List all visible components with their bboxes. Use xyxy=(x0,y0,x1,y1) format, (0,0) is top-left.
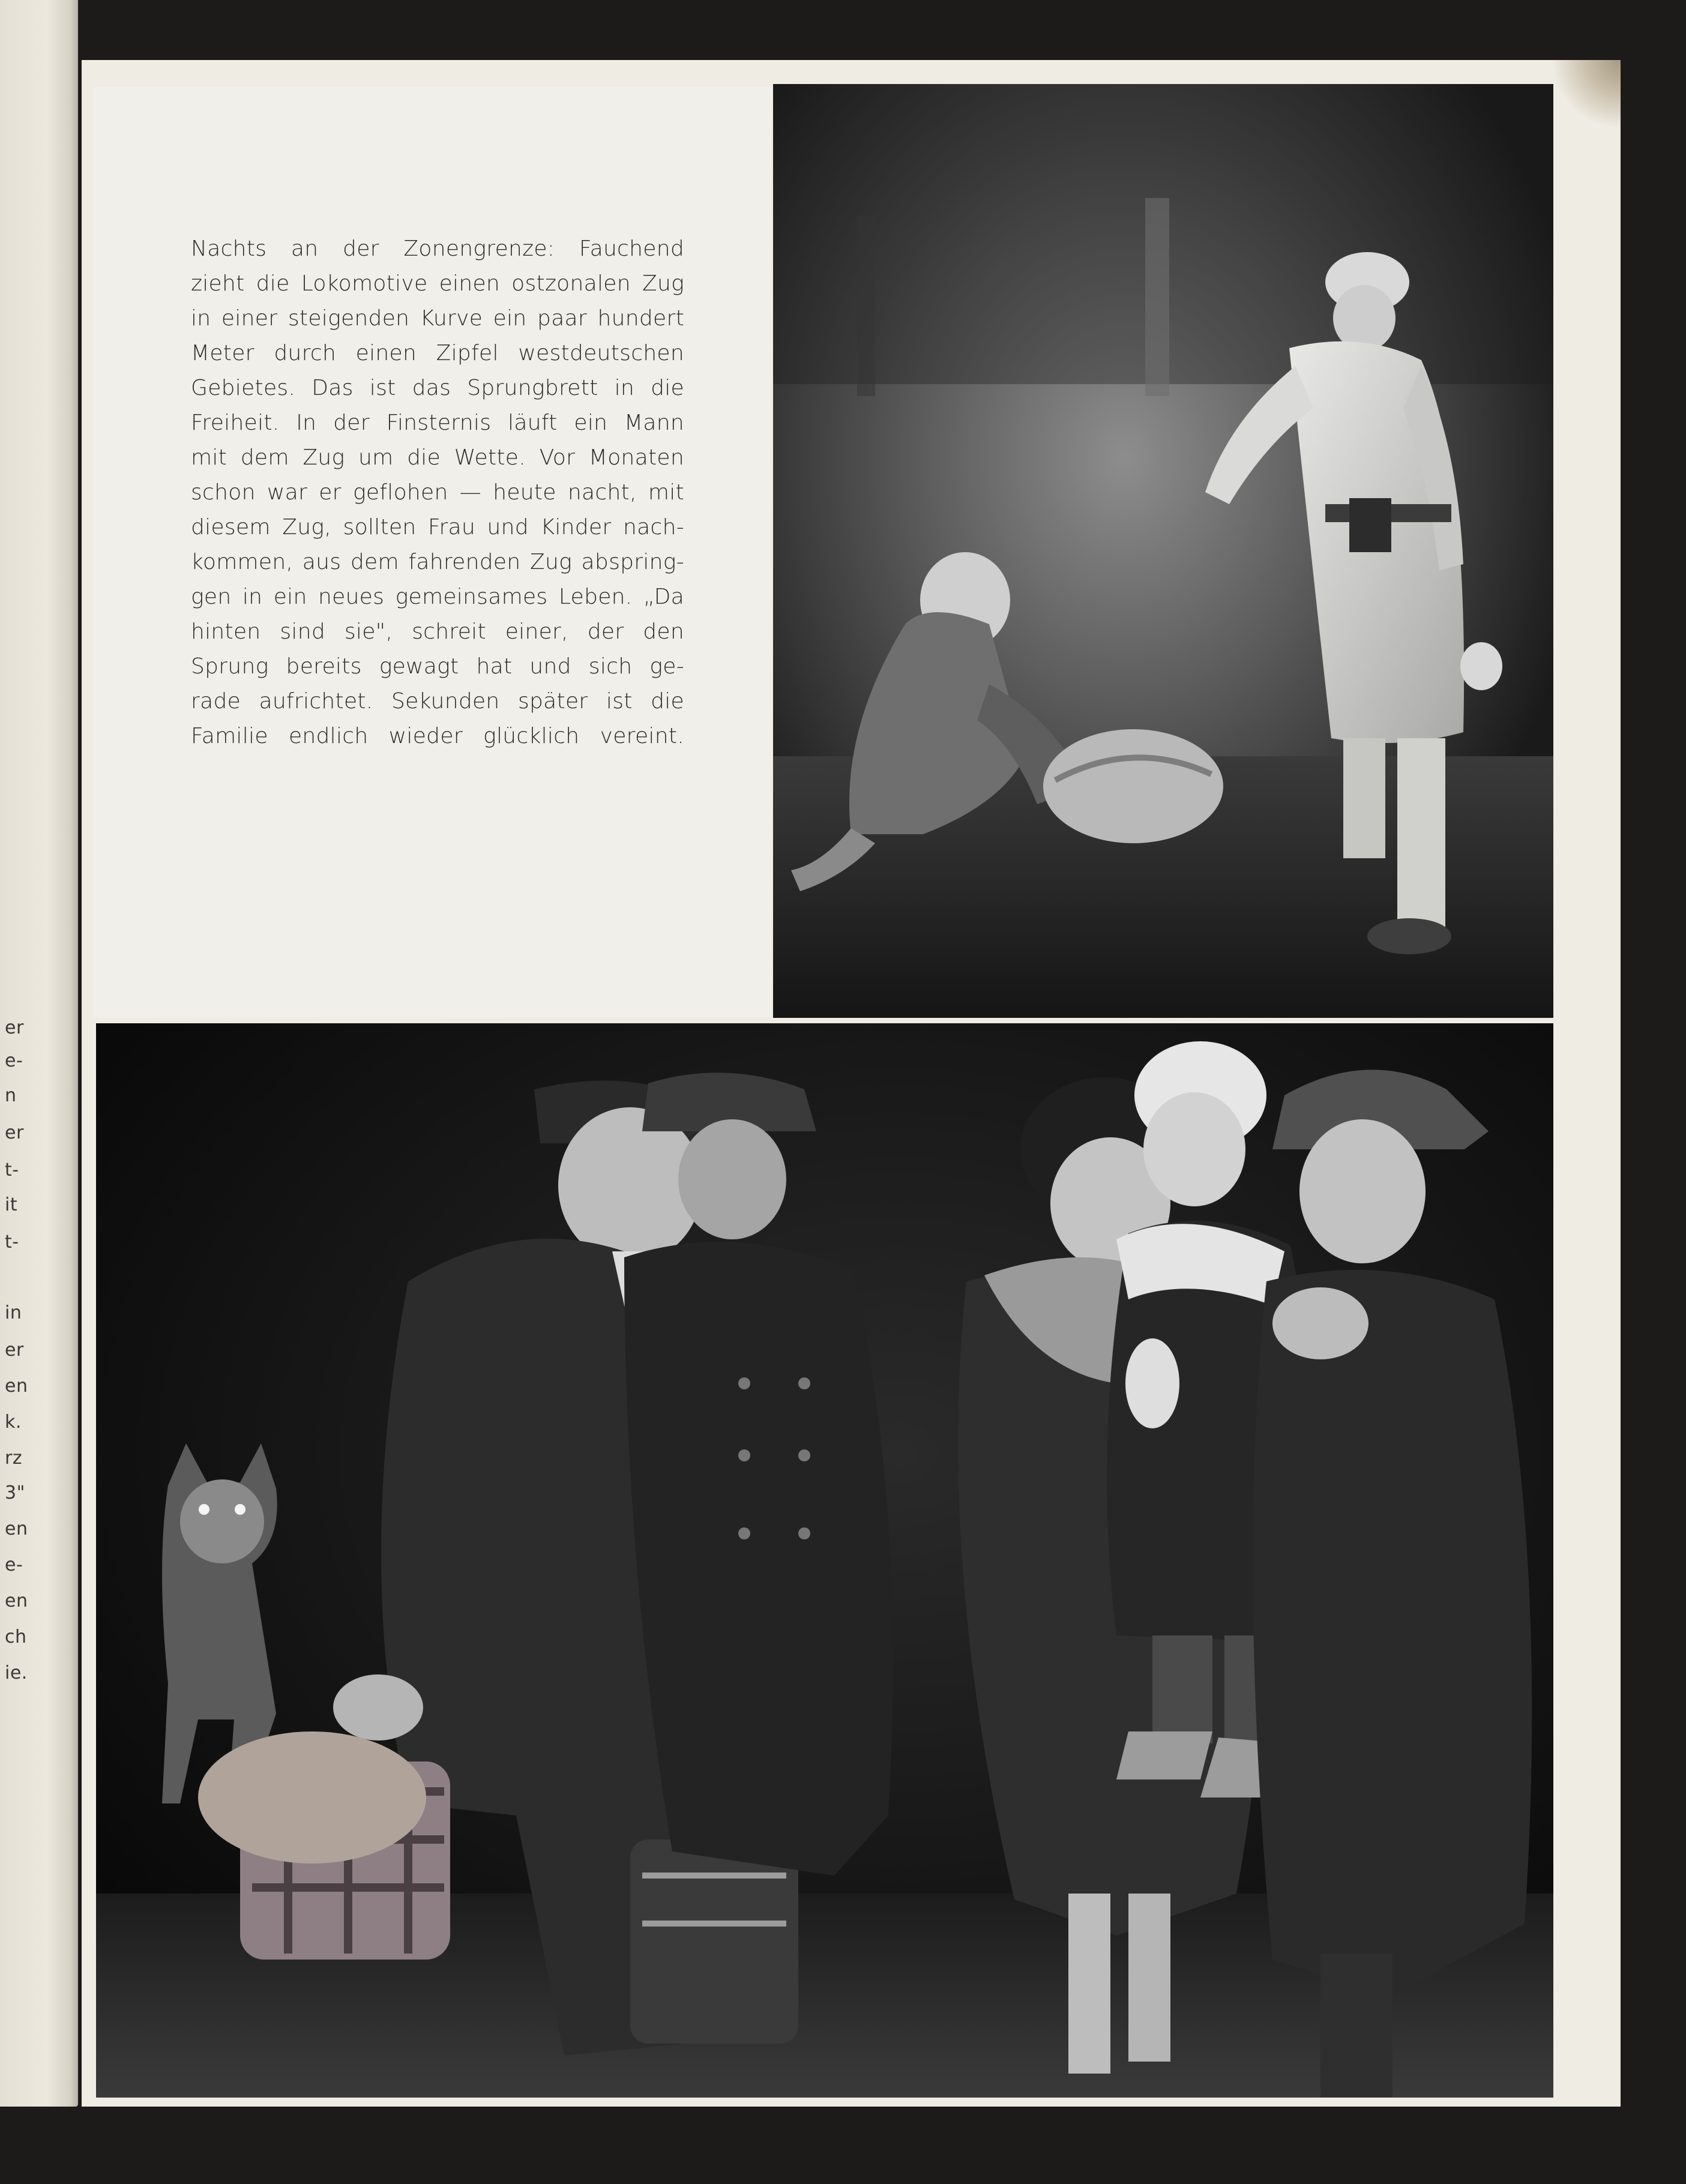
left-page-fragment: er xyxy=(5,1017,24,1038)
left-page-fragment: e- xyxy=(5,1050,23,1071)
left-page-edge xyxy=(0,0,78,2107)
left-page-fragment: e- xyxy=(5,1554,23,1575)
photo-night-jump xyxy=(773,84,1553,1018)
caption-line: hinten sind sie", schreit einer, der den xyxy=(191,619,684,644)
caption-line: Gebietes. Das ist das Sprungbrett in die xyxy=(191,376,684,400)
caption-line: mit dem Zug um die Wette. Vor Monaten xyxy=(191,445,684,470)
photo-night-jump-image xyxy=(773,84,1553,1018)
left-page-fragment: t- xyxy=(5,1232,19,1253)
caption-line: schon war er geflohen — heute nacht, mit xyxy=(191,480,684,505)
caption-line: Sprung bereits gewagt hat und sich ge- xyxy=(191,654,684,679)
left-page-fragment: rz xyxy=(5,1448,23,1469)
caption-line: diesem Zug, sollten Frau und Kinder nach- xyxy=(191,515,684,540)
left-page-fragment: in xyxy=(5,1302,22,1323)
left-page-fragment: t- xyxy=(5,1160,19,1181)
left-page-fragment: en xyxy=(5,1590,28,1611)
caption-line: rade aufrichtet. Sekunden später ist die xyxy=(191,689,684,714)
left-page-fragment: er xyxy=(5,1122,24,1143)
caption-line: kommen, aus dem fahrenden Zug abspring- xyxy=(191,550,684,574)
left-page-fragment: er xyxy=(5,1340,24,1361)
caption-line: gen in ein neues gemeinsames Leben. „Da xyxy=(191,585,684,609)
page-corner-wear xyxy=(1555,60,1621,132)
photo-family-reunion xyxy=(96,1023,1553,2098)
caption-text xyxy=(191,232,684,754)
caption-line: Meter durch einen Zipfel westdeutschen xyxy=(191,341,684,366)
left-page-fragment: en xyxy=(5,1518,28,1539)
left-page-fragment: ie. xyxy=(5,1662,28,1683)
caption-line: in einer steigenden Kurve ein paar hundert xyxy=(191,306,684,331)
caption-line: Familie endlich wieder glücklich vereint. xyxy=(191,724,684,748)
caption-line: zieht die Lokomotive einen ostzonalen Zug xyxy=(191,271,684,296)
caption-line: Nachts an der Zonengrenze: Fauchend xyxy=(191,236,684,261)
left-page-fragment: n xyxy=(5,1085,17,1106)
left-page-fragment: en xyxy=(5,1376,28,1397)
left-page-fragment: ch xyxy=(5,1626,27,1647)
left-page-fragment: 3" xyxy=(5,1482,25,1503)
left-page-fragment: k. xyxy=(5,1412,22,1433)
caption-line: Freiheit. In der Finsternis läuft ein Mann xyxy=(191,411,684,435)
photo-family-reunion-image xyxy=(96,1023,1553,2098)
left-page-fragment: it xyxy=(5,1194,18,1215)
